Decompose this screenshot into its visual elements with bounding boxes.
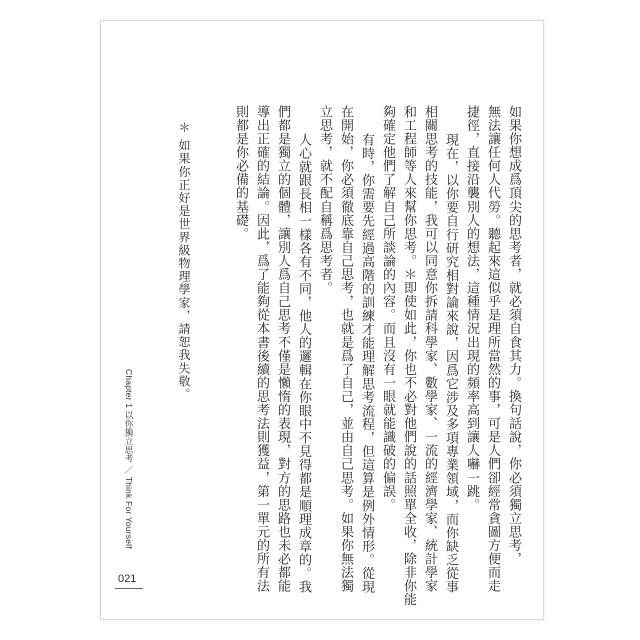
text-column bbox=[420, 105, 438, 593]
line-text: 如果你想成爲頂尖的思考者，就必須自食其力。換句話說，你必須獨立思考， bbox=[506, 105, 521, 566]
text-column bbox=[399, 105, 417, 606]
text-column bbox=[336, 105, 354, 593]
line-text: 現在，以你要自行研究相對論來說，因爲它涉及多項專業領域，而你缺乏從事 bbox=[443, 133, 458, 594]
text-column bbox=[273, 105, 291, 593]
line-text: 捷徑，直接沿襲別人的想法，這種情況出現的頻率高到讓人嚇一跳。 bbox=[464, 105, 479, 512]
line-text: 則都是你必備的基礎。 bbox=[233, 105, 248, 241]
line-text: 和工程師等人來幫你思考。＊即使如此，你也不必對他們說的話照單全收，除非你能 bbox=[401, 105, 416, 607]
running-head: Chapter 1 以你獨立思考 ／ Think For Yourself bbox=[124, 369, 134, 549]
line-text: 立思考，就不配自稱爲思考者。 bbox=[317, 105, 332, 295]
page-number: 021 bbox=[118, 573, 137, 585]
line-text: 導出正確的結論。因此，爲了能夠從本書後續的思考法則獲益，第一單元的所有法 bbox=[254, 105, 269, 593]
line-text: 無法讓任何人代勞。聽起來這似乎是理所當然的事，可是人們卻經常貪圖方便而走 bbox=[485, 105, 500, 593]
line-text: 們都是獨立的個體，讓別人爲自己思考不僅是懶惰的表現，對方的思路也未必都能 bbox=[275, 105, 290, 593]
line-text: 相關思考的技能，我可以同意你拆請科學家、數學家、一流的經濟學家、統計學家 bbox=[422, 105, 437, 593]
text-column bbox=[441, 105, 459, 594]
line-text: 有時，你需要先經過高階的訓練才能理解思考流程，但這算是例外情形。從現 bbox=[359, 133, 374, 594]
text-column bbox=[252, 105, 270, 593]
text-column bbox=[231, 105, 249, 241]
footnote: ＊ 如果你正好是世界級物理學家，請恕我失敬。 bbox=[177, 121, 191, 402]
text-column bbox=[378, 105, 396, 512]
text-column bbox=[483, 105, 501, 593]
text-column bbox=[504, 105, 522, 566]
text-column bbox=[315, 105, 333, 295]
book-page bbox=[100, 20, 544, 620]
text-column bbox=[462, 105, 480, 512]
text-column bbox=[294, 105, 312, 594]
line-text: 在開始，你必須徹底靠自己思考，也就是爲了自己，並由自己思考。如果你無法獨 bbox=[338, 105, 353, 593]
line-text: 夠確定他們了解自己所談論的內容。而且沒有一眼就能識破的偏誤。 bbox=[380, 105, 395, 512]
page-number-rule bbox=[115, 588, 143, 589]
line-text: 人心就跟長相一樣各有不同，他人的邏輯在你眼中不見得都是順理成章的。我 bbox=[296, 133, 311, 594]
text-column bbox=[357, 105, 375, 594]
